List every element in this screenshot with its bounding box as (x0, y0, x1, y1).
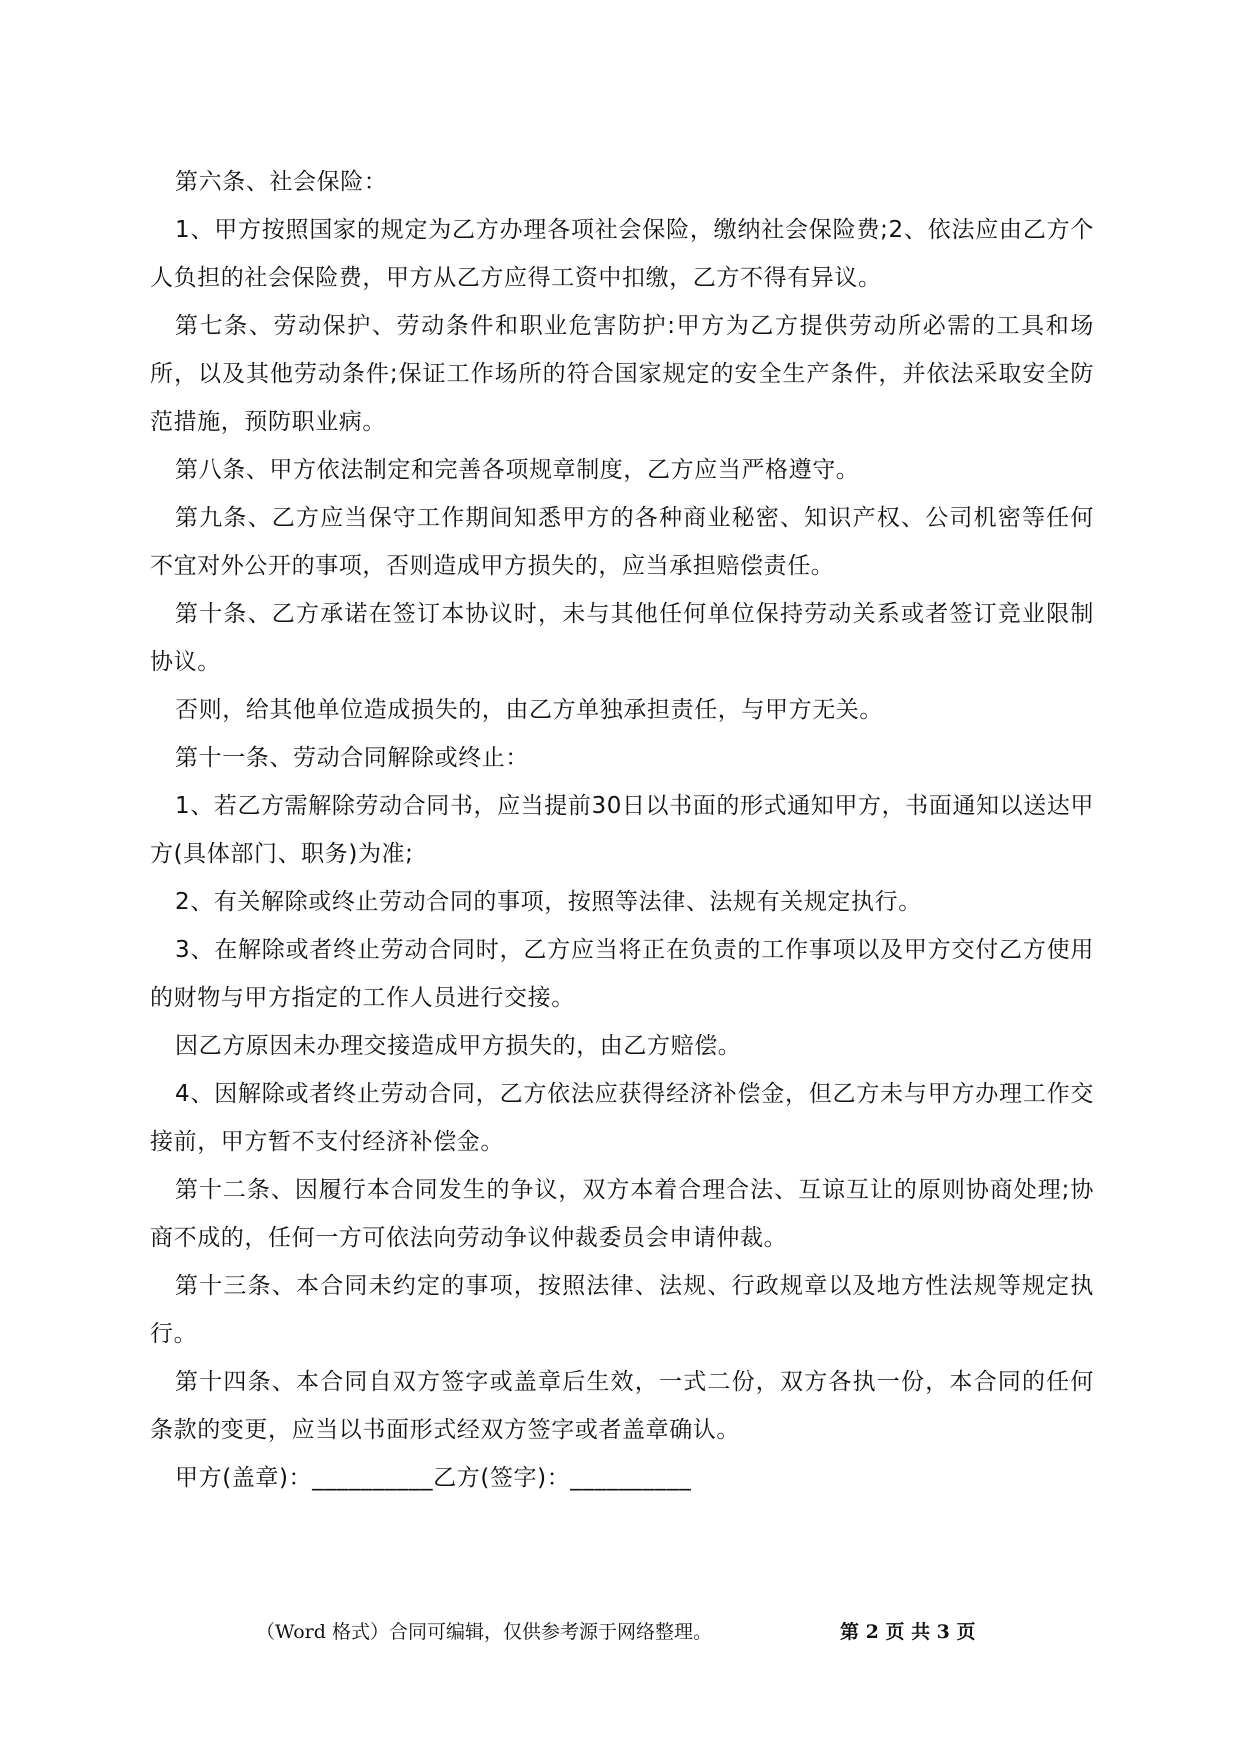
page-footer (0, 1617, 1241, 1657)
paragraph-article-14: 第十四条、本合同自双方签字或盖章后生效，一式二份，双方各执一份，本合同的任何条款的变更，应当以书面形式经双方签字或者盖章确认。 (150, 1369, 1094, 1443)
paragraph-article-11-heading: 第十一条、劳动合同解除或终止： (175, 745, 529, 771)
paragraph-article-7: 第七条、劳动保护、劳动条件和职业危害防护:甲方为乙方提供劳动所必需的工具和场所，以及其他劳动条件;保证工作场所的符合国家规定的安全生产条件，并依法采取安全防范措施，预防职业病。 (150, 313, 1094, 435)
paragraph-article-6-heading: 第六条、社会保险： (175, 169, 388, 195)
paragraph-article-11-item-3-continued: 因乙方原因未办理交接造成甲方损失的，由乙方赔偿。 (175, 1033, 742, 1059)
paragraph-article-13: 第十三条、本合同未约定的事项，按照法律、法规、行政规章以及地方性法规等规定执行。 (150, 1273, 1094, 1347)
document-body (150, 158, 1094, 1502)
paragraph-article-12: 第十二条、因履行本合同发生的争议，双方本着合理合法、互谅互让的原则协商处理;协商不成的，任何一方可依法向劳动争议仲裁委员会申请仲裁。 (150, 1177, 1094, 1251)
paragraph-article-11-item-4: 4、因解除或者终止劳动合同，乙方依法应获得经济补偿金，但乙方未与甲方办理工作交接前，甲方暂不支付经济补偿金。 (150, 1081, 1094, 1155)
paragraph-social-insurance: 1、甲方按照国家的规定为乙方办理各项社会保险，缴纳社会保险费;2、依法应由乙方个人负担的社会保险费，甲方从乙方应得工资中扣缴，乙方不得有异议。 (150, 217, 1094, 291)
footer-note: （Word 格式）合同可编辑，仅供参考源于网络整理。 (256, 1621, 712, 1643)
paragraph-article-10-continued: 否则，给其他单位造成损失的，由乙方单独承担责任，与甲方无关。 (175, 697, 883, 723)
paragraph-article-9: 第九条、乙方应当保守工作期间知悉甲方的各种商业秘密、知识产权、公司机密等任何不宜对外公开的事项，否则造成甲方损失的，应当承担赔偿责任。 (150, 505, 1094, 579)
paragraph-article-8: 第八条、甲方依法制定和完善各项规章制度，乙方应当严格遵守。 (175, 457, 860, 483)
paragraph-article-10: 第十条、乙方承诺在签订本协议时，未与其他任何单位保持劳动关系或者签订竞业限制协议。 (150, 601, 1094, 675)
paragraph-article-11-item-3: 3、在解除或者终止劳动合同时，乙方应当将正在负责的工作事项以及甲方交付乙方使用的财物与甲方指定的工作人员进行交接。 (150, 937, 1094, 1011)
signature-line: 甲方(盖章)：__________乙方(签字)：__________ (175, 1465, 692, 1491)
paragraph-article-11-item-1: 1、若乙方需解除劳动合同书，应当提前30日以书面的形式通知甲方，书面通知以送达甲方(具体部门、职务)为准; (150, 793, 1094, 867)
page-number: 第 2 页 共 3 页 (840, 1621, 976, 1643)
paragraph-article-11-item-2: 2、有关解除或终止劳动合同的事项，按照等法律、法规有关规定执行。 (175, 889, 922, 915)
